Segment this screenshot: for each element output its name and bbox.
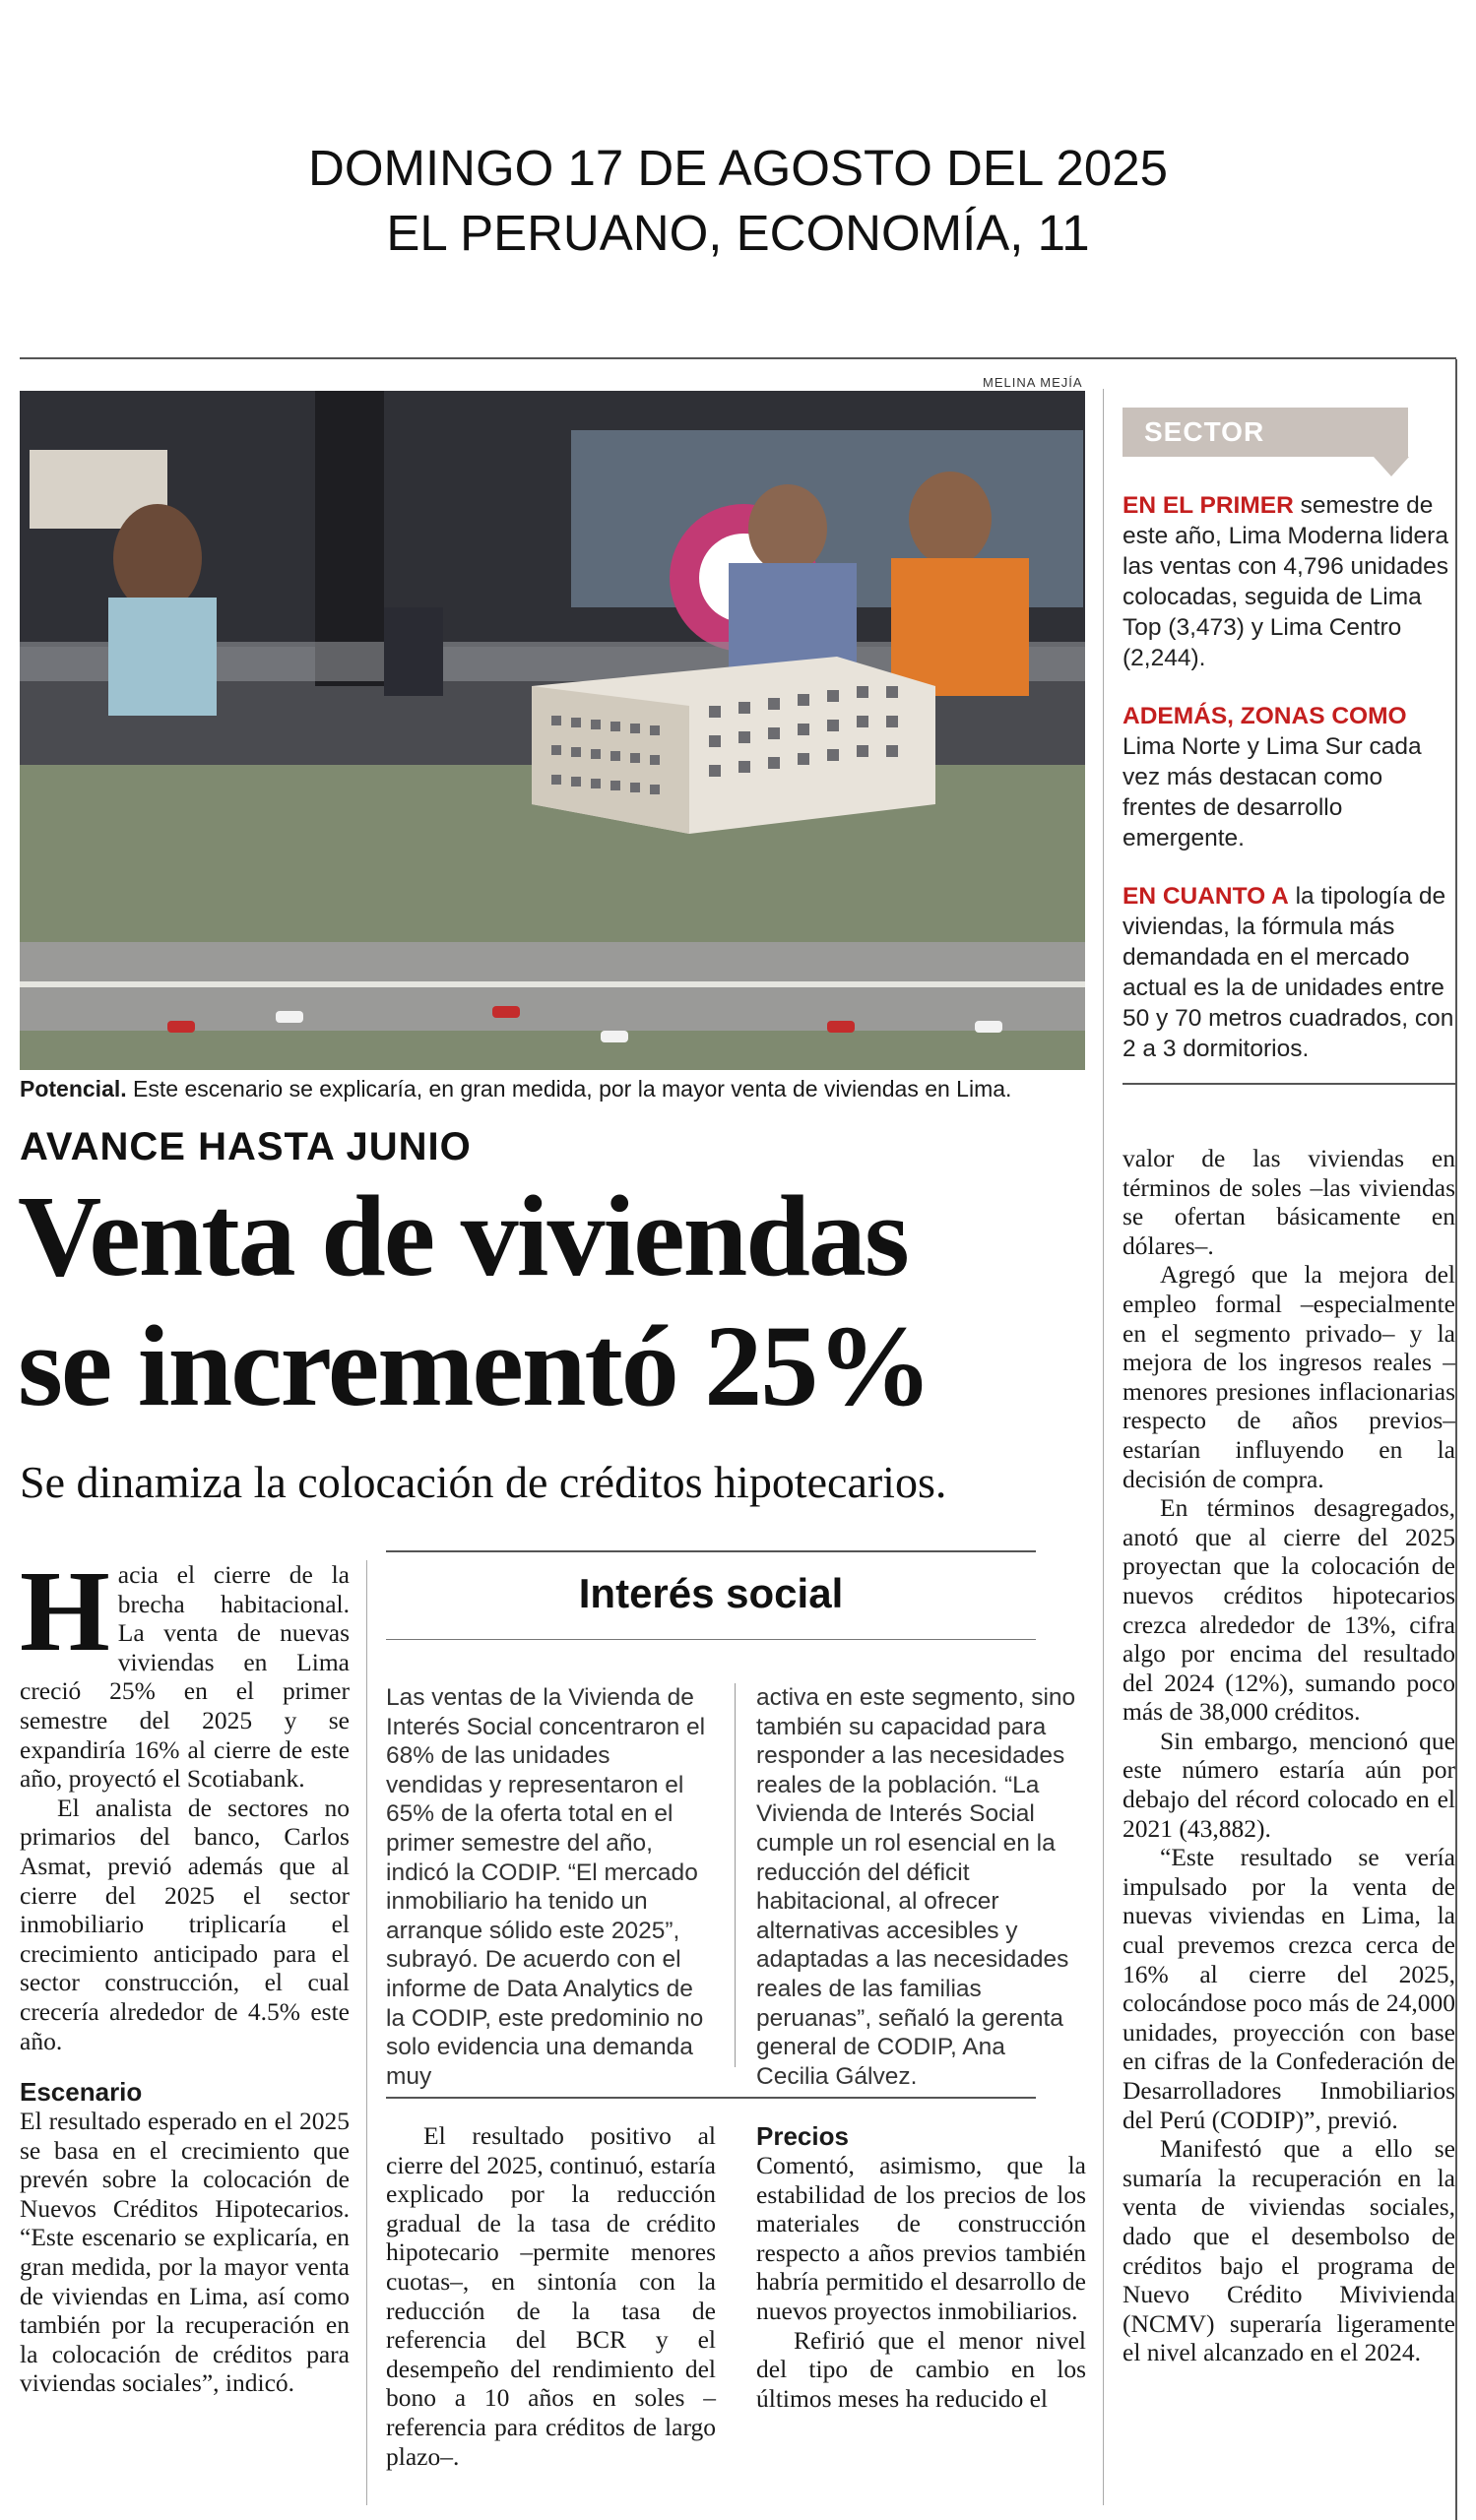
lead-text: acia el cierre de la brecha habitacional. La venta de nuevas viviendas en Lima creció 25% en el primer semestre del 2025 y se expandiría 16% al cierre de este año, proyectó el Scotiabank.	[20, 1560, 350, 1794]
paragraph: El resultado positivo al cierre del 2025, continuó, estaría explicado por la reducción gradual de la tasa de crédito hipotecario –permite menores cuotas–, en sintonía con la reducción de la tasa de referencia del BCR y el desempeño del rendimiento del bono a 10 años en soles –referencia para créditos de largo plazo–.	[386, 2121, 716, 2471]
paragraph: Refirió que el menor nivel del tipo de cambio en los últimos meses ha reducido el	[756, 2325, 1086, 2413]
sector-item-text: semestre de este año, Lima Moderna lidera las ventas con 4,796 unidades colocadas, seguida de Lima Top (3,473) y Lima Centro (2,244).	[1123, 492, 1448, 671]
caption-lead: Potencial.	[20, 1076, 127, 1102]
sector-item-lead: EN EL PRIMER	[1123, 492, 1294, 519]
dateline	[0, 136, 1476, 266]
sector-tag-notch	[1374, 457, 1409, 476]
headline-line-2: se incrementó 25%	[18, 1301, 931, 1430]
sector-tag	[1123, 408, 1408, 457]
box-divider	[735, 1683, 736, 2067]
dateline-section: EL PERUANO, ECONOMÍA, 11	[386, 205, 1090, 261]
paragraph: “Este resultado se vería impulsado por la venta de nuevas viviendas en Lima, la cual prevemos crezca cerca de 16% al cierre del 2025, colocándose poco más de 24,000 unidades, proyección con base en cifras de la Confederación de Desarrolladores Inmobiliarios del Perú (CODIP)”, previó.	[1123, 1843, 1455, 2134]
sector-item-text: la tipología de viviendas, la fórmula más demandada en el mercado actual es la de unidades entre 50 y 70 metros cuadrados, con 2 a 3 dormitorios.	[1123, 883, 1454, 1062]
sector-item-lead: EN CUANTO A	[1123, 883, 1289, 910]
column-3	[756, 2121, 1086, 2413]
drop-cap: H	[20, 1546, 110, 1675]
paragraph: Sin embargo, mencionó que este número estaría aún por debajo del récord colocado en el 2021 (43,882).	[1123, 1726, 1455, 1843]
top-rule	[20, 357, 1456, 359]
lead-paragraph	[20, 1546, 350, 1794]
right-edge-rule	[1455, 359, 1457, 2520]
column-separator	[366, 1560, 367, 2505]
column-2	[386, 2121, 716, 2471]
sector-item	[1123, 881, 1455, 1064]
sector-item	[1123, 701, 1455, 853]
paragraph: Comentó, asimismo, que la estabilidad de los precios de los materiales de construcción respecto a años previos también habría permitido el desarrollo de nuevos proyectos inmobiliarios.	[756, 2151, 1086, 2325]
caption-text: Este escenario se explicaría, en gran medida, por la mayor venta de viviendas en Lima.	[126, 1076, 1012, 1102]
box-title: Interés social	[578, 1570, 844, 1616]
box-bottom-rule	[386, 2097, 1036, 2099]
column-separator	[1103, 389, 1104, 2505]
sector-tag-label: SECTOR	[1144, 416, 1265, 447]
paragraph: valor de las viviendas en términos de soles –las viviendas se ofertan básicamente en dólares–.	[1123, 1144, 1455, 1260]
photo-credit: MELINA MEJÍA	[983, 375, 1083, 390]
kicker: AVANCE HASTA JUNIO	[20, 1125, 472, 1168]
headline	[18, 1171, 1101, 1431]
paragraph: Agregó que la mejora del empleo formal –especialmente en el segmento privado– y la mejora de los ingresos reales –menores presiones inflacionarias respecto de años previos– estarían influyendo en la decisión de compra.	[1123, 1260, 1455, 1493]
sector-bottom-rule	[1123, 1083, 1455, 1085]
sector-item-lead: ADEMÁS, ZONAS COMO	[1123, 703, 1407, 729]
paragraph: El analista de sectores no primarios del banco, Carlos Asmat, previó además que al cierre del 2025 el sector inmobiliario triplicaría el crecimiento anticipado para el sector construcción, el cual crecería alrededor de 4.5% este año.	[20, 1793, 350, 2055]
sector-item	[1123, 490, 1455, 673]
box-title-rule	[386, 1639, 1036, 1640]
deck: Se dinamiza la colocación de créditos hipotecarios.	[20, 1457, 947, 1507]
sector-item-text: Lima Norte y Lima Sur cada vez más destacan como frentes de desarrollo emergente.	[1123, 733, 1422, 851]
box-top-rule	[386, 1550, 1036, 1552]
paragraph: En términos desagregados, anotó que al cierre del 2025 proyectan que la colocación de nuevos créditos hipotecarios crezca alrededor de 13%, cifra algo por encima del resultado del 2024 (12%), sumando poco más de 38,000 créditos.	[1123, 1493, 1455, 1727]
box-column-2: activa en este segmento, sino también su capacidad para responder a las necesidades reales de la población. “La Vivienda de Interés Social cumple un rol esencial en la reducción del déficit habitacional, al ofrecer alternativas accesibles y adaptadas a las necesidades reales de las familias peruanas”, señaló la gerenta general de CODIP, Ana Cecilia Gálvez.	[756, 1684, 1076, 2090]
column-1	[20, 1546, 350, 2398]
article-photo	[20, 391, 1085, 1070]
subhead-precios: Precios	[756, 2121, 849, 2151]
paragraph: Manifestó que a ello se sumaría la recuperación en la venta de viviendas sociales, dado que el desembolso de créditos bajo el programa de Nuevo Crédito Mivivienda (NCMV) superaría ligeramente el nivel alcanzado en el 2024.	[1123, 2134, 1455, 2367]
column-4	[1123, 1144, 1455, 2367]
headline-line-1: Venta de viviendas	[18, 1171, 908, 1300]
dateline-date: DOMINGO 17 DE AGOSTO DEL 2025	[308, 140, 1168, 196]
photo-illustration	[20, 391, 1085, 1070]
box-column-1: Las ventas de la Vivienda de Interés Social concentraron el 68% de las unidades vendidas y representaron el 65% de la oferta total en el primer semestre del año, indicó la CODIP. “El mercado inmobiliario ha tenido un arranque sólido este 2025”, subrayó. De acuerdo con el informe de Data Analytics de la CODIP, este predominio no solo evidencia una demanda muy	[386, 1684, 706, 2090]
subhead-escenario: Escenario	[20, 2077, 143, 2108]
paragraph: El resultado esperado en el 2025 se basa en el crecimiento que prevén sobre la colocación de Nuevos Créditos Hipotecarios. “Este escenario se explicaría, en gran medida, por la mayor venta de viviendas en Lima, así como también por la recuperación en la colocación de créditos para viviendas sociales”, indicó.	[20, 2107, 350, 2398]
photo-caption	[20, 1074, 1093, 1103]
